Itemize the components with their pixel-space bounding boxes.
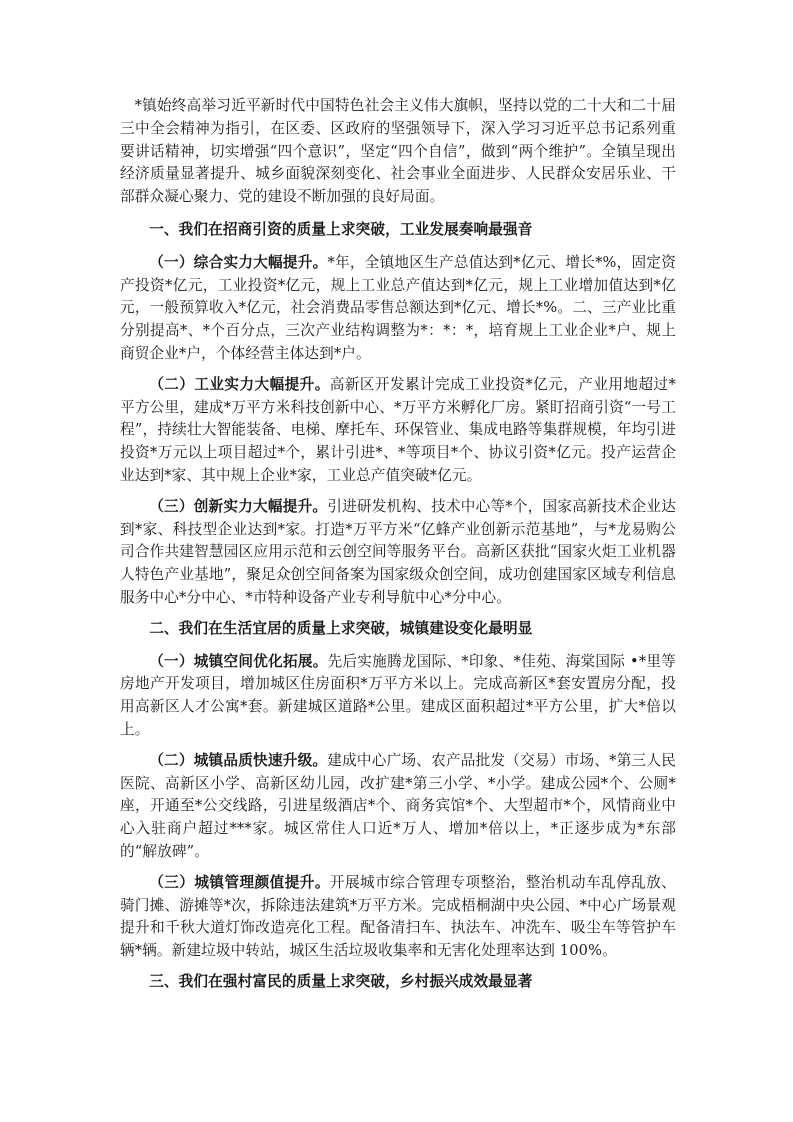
paragraph-1-1	[120, 252, 676, 366]
paragraph-1-1-text: *年，全镇地区生产总值达到*亿元、增长*%，固定资产投资*亿元，工业投资*亿元，规上工业总产值达到*亿元，规上工业增加值达到*亿元，一般预算收入*亿元，社会消费品零售总额达到*亿元、增长*%。二、三产业比重分别提高*、*个百分点，三次产业结构调整为*：*：*，培育规上工业企业*户、规上商贸企业*户，个体经营主体达到*户。	[120, 253, 676, 362]
section-heading-1: 一、我们在招商引资的质量上求突破，工业发展奏响最强音	[149, 220, 533, 238]
paragraph-2-1	[120, 651, 676, 742]
paragraph-2-2-title: （二）城镇品质快速升级。	[149, 751, 328, 769]
paragraph-1-2-title: （二）工业实力大幅提升。	[149, 375, 330, 393]
paragraph-1-2-text: 高新区开发累计完成工业投资*亿元，产业用地超过*平方公里，建成*万平方米科技创新中心、*万平方米孵化厂房。紧盯招商引资“一号工程”，持续壮大智能装备、电梯、摩托车、环保管业、集成电路等集群规模，年均引进投资*万元以上项目超过*个，累计引进*、*等项目*个、协议引资*亿元。投产运营企业达到*家、其中规上企业*家，工业总产值突破*亿元。	[120, 375, 676, 484]
paragraph-2-3	[120, 872, 676, 963]
section-heading-3: 三、我们在强村富民的质量上求突破，乡村振兴成效最显著	[149, 972, 533, 990]
paragraph-1-3-title: （三）创新实力大幅提升。	[149, 497, 328, 515]
paragraph-1-2	[120, 374, 676, 488]
paragraph-1-3-text: 引进研发机构、技术中心等*个，国家高新技术企业达到*家、科技型企业达到*家。打造*万平方米“亿蜂产业创新示范基地”，与*龙易购公司合作共建智慧园区应用示范和云创空间等服务平台。高新区获批“国家火炬工业机器人特色产业基地”，聚足众创空间备案为国家级众创空间，成功创建国家区域专利信息服务中心*分中心、*市特种设备产业专利导航中心*分中心。	[120, 497, 676, 606]
intro-paragraph: *镇始终高举习近平新时代中国特色社会主义伟大旗帜，坚持以党的二十大和二十届三中全会精神为指引，在区委、区政府的坚强领导下，深入学习习近平总书记系列重要讲话精神，切实增强“四个意识”，坚定“四个自信”，做到“两个维护”。全镇呈现出经济质量显著提升、城乡面貌深刻变化、社会事业全面进步、人民群众安居乐业、干部群众凝心聚力、党的建设不断加强的良好局面。	[120, 97, 676, 206]
paragraph-2-1-text: 先后实施腾龙国际、*印象、*佳苑、海棠国际 •*里等房地产开发项目，增加城区住房面积*万平方米以上。完成高新区*套安置房分配，投用高新区人才公寓*套。新建城区道路*公里。建成区面积超过*平方公里，扩大*倍以上。	[120, 652, 676, 738]
paragraph-2-3-title: （三）城镇管理颜值提升。	[149, 873, 330, 891]
section-heading-2: 二、我们在生活宜居的质量上求突破，城镇建设变化最明显	[149, 619, 533, 637]
paragraph-2-2-text: 建成中心广场、农产品批发（交易）市场、*第三人民医院、高新区小学、高新区幼儿园，改扩建*第三小学、*小学。建成公园*个、公厕*座，开通至*公交线路，引进星级酒店*个、商务宾馆*个、大型超市*个，风情商业中心入驻商户超过***家。城区常住人口近*万人、增加*倍以上，*正逐步成为*东部的“解放碑”。	[120, 751, 676, 860]
paragraph-2-2	[120, 750, 676, 864]
document-body	[120, 95, 676, 1004]
paragraph-2-1-title: （一）城镇空间优化拓展。	[149, 652, 328, 670]
paragraph-2-3-text: 开展城市综合管理专项整治，整治机动车乱停乱放、骑门摊、游摊等*次，拆除违法建筑*万平方米。完成梧桐湖中央公园、*中心广场景观提升和千秋大道灯饰改造亮化工程。配备清扫车、执法车、冲洗车、吸尘车等管护车辆*辆。新建垃圾中转站，城区生活垃圾收集率和无害化处理率达到 100%。	[120, 873, 676, 960]
paragraph-1-3	[120, 496, 676, 610]
paragraph-1-1-title: （一）综合实力大幅提升。	[149, 253, 328, 271]
